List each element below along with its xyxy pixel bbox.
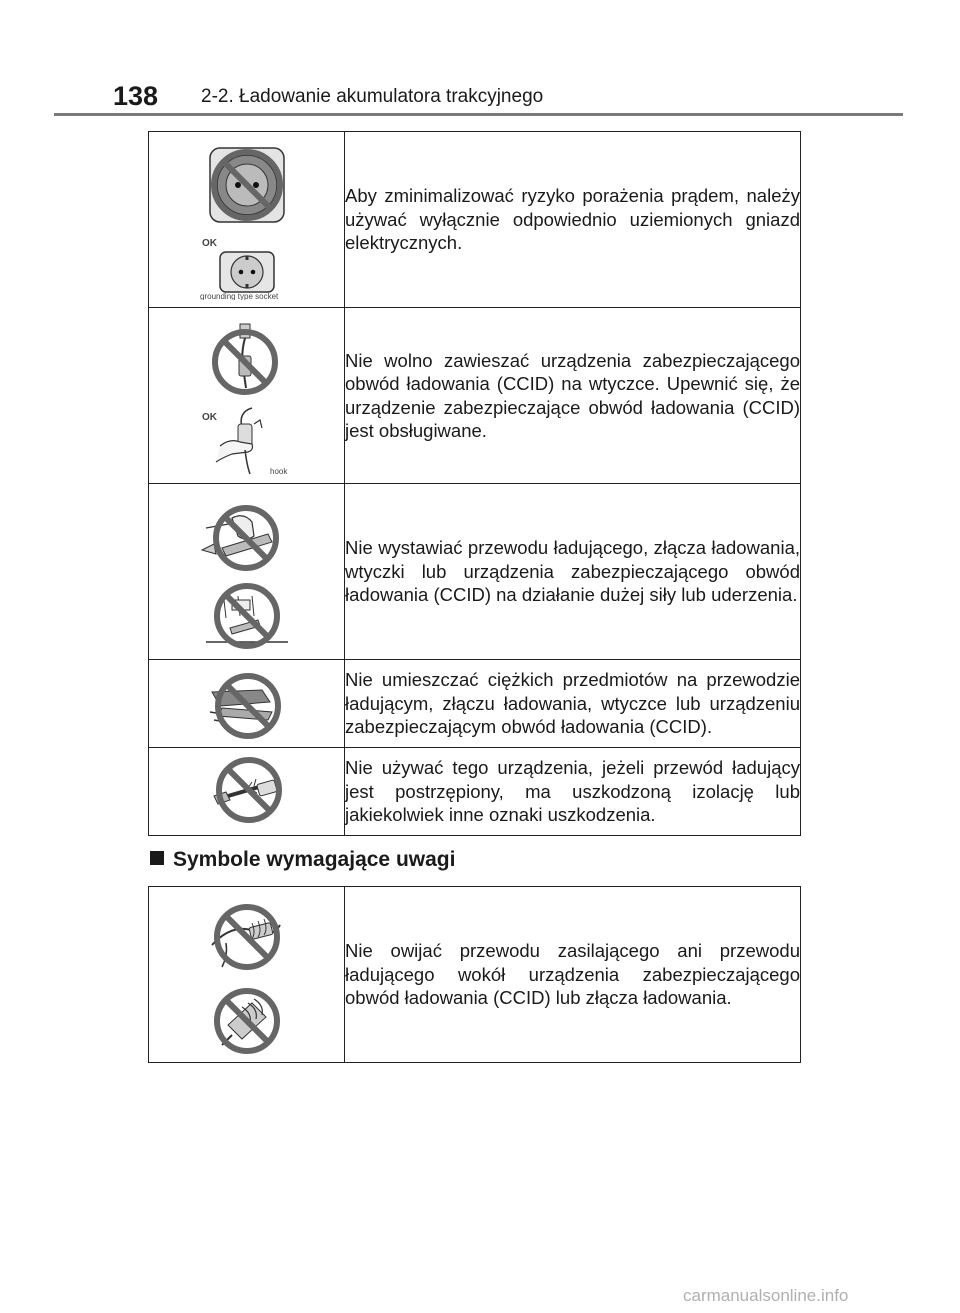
grounding-socket-icon [220, 252, 274, 292]
prohibited-hanging-plug-icon [215, 324, 275, 392]
wrap-cable-illustration [192, 895, 302, 1055]
warning-row [149, 660, 801, 748]
caution-text: Nie owijać przewodu zasilającego ani przewodu ładującego wokół urządzenia zabezpieczającego obwód ładowania (CCID) lub złącza ładowania. [345, 887, 801, 1063]
prohibited-wrap-connector-icon [217, 991, 277, 1051]
warning-illustration-cell [149, 484, 345, 660]
bullet-square-icon [150, 851, 164, 865]
header-divider [54, 113, 903, 116]
prohibited-hammer-impact-icon [202, 508, 276, 568]
damaged-cable-illustration [192, 752, 302, 832]
warning-illustration-cell [149, 308, 345, 484]
warning-row [149, 308, 801, 484]
watermark: carmanualsonline.info [683, 1286, 849, 1305]
subheading-text: Symbole wymagające uwagi [173, 848, 456, 871]
warning-text: Nie wolno zawieszać urządzenia zabezpieczającego obwód ładowania (CCID) na wtyczce. Upewnić się, że urządzenie zabezpieczające obwód ładowania (CCID) jest obsługiwane. [345, 308, 801, 484]
warning-illustration-cell [149, 660, 345, 748]
section-title: 2-2. Ładowanie akumulatora trakcyjnego [201, 86, 544, 107]
warnings-table [148, 131, 801, 836]
warning-row [149, 484, 801, 660]
supported-ccid-hand-icon [216, 408, 262, 474]
page-number: 138 [113, 81, 159, 111]
caution-illustration-cell [149, 887, 345, 1063]
warning-illustration-cell [149, 132, 345, 308]
caution-table [148, 886, 801, 1063]
prohibited-drop-icon [206, 586, 288, 646]
socket-caption: grounding type socket [199, 291, 278, 300]
prohibited-heavy-object-icon [210, 676, 278, 736]
warning-row [149, 132, 801, 308]
ccid-hanging-illustration [192, 316, 302, 476]
warning-text: Nie umieszczać ciężkich przedmiotów na przewodzie ładującym, złączu ładowania, wtyczce lub urządzeniu zabezpieczającym obwód ładowania (CCID). [345, 660, 801, 748]
socket-illustration [192, 140, 302, 300]
prohibited-wrap-cord-icon [212, 907, 280, 967]
caution-row [149, 887, 801, 1063]
warning-text: Nie wystawiać przewodu ładującego, złącza ładowania, wtyczki lub urządzenia zabezpieczającego obwód ładowania (CCID) na działanie dużej siły lub uderzenia. [345, 484, 801, 660]
hook-caption: hook [269, 466, 287, 476]
warning-illustration-cell [149, 748, 345, 836]
warning-text: Nie używać tego urządzenia, jeżeli przewód ładujący jest postrzępiony, ma uszkodzoną izolację lub jakiekolwiek inne oznaki uszkodzenia. [345, 748, 801, 836]
ok-label: OK [201, 237, 217, 249]
warning-row [149, 748, 801, 836]
subheading [150, 848, 455, 872]
warning-text: Aby zminimalizować ryzyko porażenia prądem, należy używać wyłącznie odpowiednio uziemionych gniazd elektrycznych. [345, 132, 801, 308]
impact-illustration [192, 492, 302, 652]
ok-label: OK [201, 411, 217, 423]
heavy-object-illustration [192, 664, 302, 744]
prohibited-frayed-cable-icon [214, 760, 279, 820]
prohibited-socket-icon [210, 148, 284, 222]
